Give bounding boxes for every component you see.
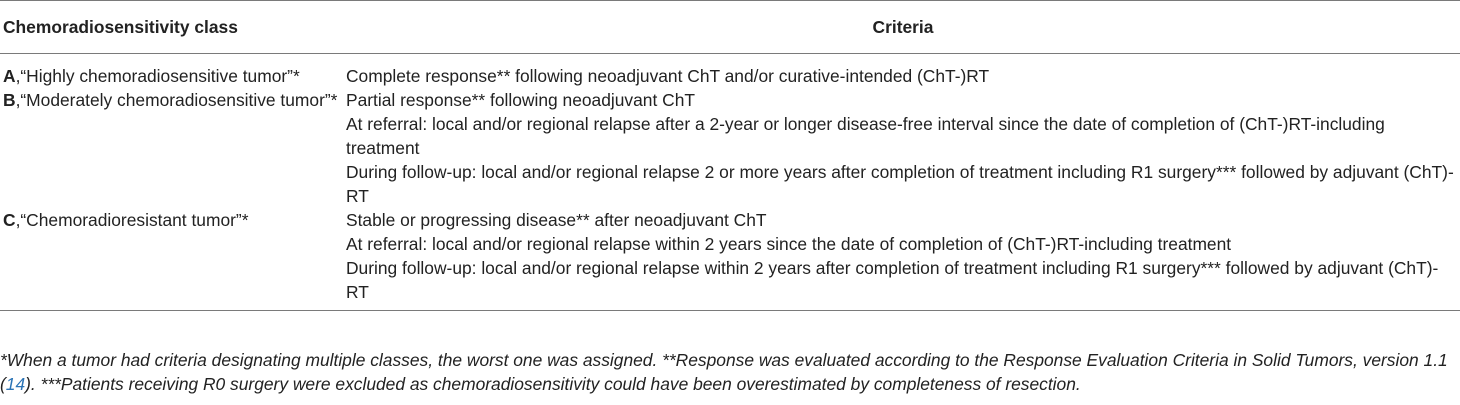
criterion-c-1: Stable or progressing disease** after neoadjuvant ChT (346, 210, 767, 230)
table-footnote (0, 349, 1460, 396)
reference-link[interactable]: 14 (5, 373, 26, 394)
class-letter-c: C (3, 210, 16, 230)
criterion-b-2: At referral: local and/or regional relapse after a 2-year or longer disease-free interval since the date of completion of (ChT-)RT-including treatment (346, 114, 1385, 158)
criterion-b-3: During follow-up: local and/or regional relapse 2 or more years after completion of treatment including R1 surgery*** followed by adjuvant (ChT)-RT (346, 162, 1454, 206)
header-criteria: Criteria (346, 1, 1460, 54)
criterion-b-1: Partial response** following neoadjuvant ChT (346, 90, 695, 110)
class-label-a: ,“Highly chemoradiosensitive tumor”* (15, 66, 300, 86)
criterion-c-2: At referral: local and/or regional relapse within 2 years since the date of completion of (ChT-)RT-including treatment (346, 234, 1232, 254)
class-letter-a: A (3, 66, 16, 86)
footnote-text-1: *When a tumor had criteria designating multiple classes, the worst one was assigned. **Response was evaluated according to the Response Evaluation Criteria in Solid Tumors, version 1.1 ( (0, 350, 1448, 394)
header-class: Chemoradiosensitivity class (0, 1, 346, 54)
header-row (0, 1, 1460, 54)
criterion-a-1: Complete response** following neoadjuvant ChT and/or curative-intended (ChT-)RT (346, 66, 990, 86)
footnote-text-2: ). ***Patients receiving R0 surgery were excluded as chemoradiosensitivity could have been overestimated by completeness of resection. (25, 373, 1081, 394)
class-cell-a (0, 54, 346, 89)
class-letter-b: B (3, 90, 16, 110)
class-cell-c (0, 208, 346, 311)
class-cell-b (0, 88, 346, 208)
table-row-a (0, 54, 1460, 89)
criteria-cell-b (346, 88, 1460, 208)
criteria-cell-a (346, 54, 1460, 89)
table-row-c (0, 208, 1460, 311)
table-row-b (0, 88, 1460, 208)
class-label-b: ,“Moderately chemoradiosensitive tumor”* (15, 90, 338, 110)
criteria-cell-c (346, 208, 1460, 311)
class-label-c: ,“Chemoradioresistant tumor”* (15, 210, 249, 230)
criterion-c-3: During follow-up: local and/or regional relapse within 2 years after completion of treatment including R1 surgery*** followed by adjuvant (ChT)-RT (346, 258, 1439, 302)
